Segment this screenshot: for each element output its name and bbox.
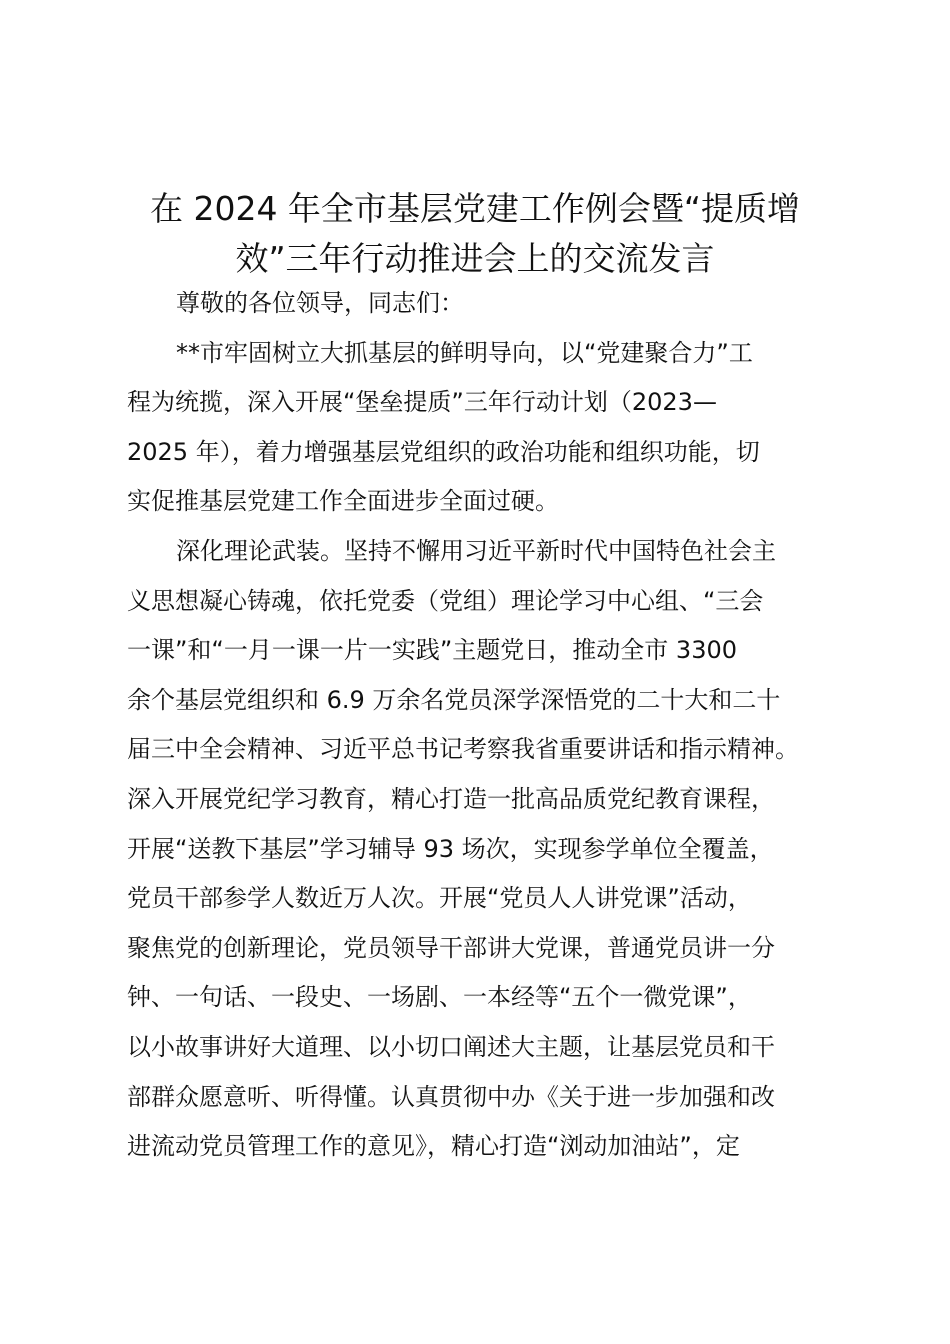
paragraph-line: 钟、一句话、一段史、一场剧、一本经等“五个一微党课”， bbox=[127, 983, 752, 1012]
paragraph-line: 程为统揽，深入开展“堡垒提质”三年行动计划（2023— bbox=[127, 388, 717, 417]
title-line: 效”三年行动推进会上的交流发言 bbox=[235, 239, 715, 278]
greeting: 尊敬的各位领导，同志们： bbox=[176, 289, 464, 317]
paragraph-line: 余个基层党组织和 6.9 万余名党员深学深悟党的二十大和二十 bbox=[127, 685, 781, 714]
paragraph-line: 一课”和“一月一课一片一实践”主题党日，推动全市 3300 bbox=[127, 636, 738, 665]
paragraph-line: 义思想凝心铸魂，依托党委（党组）理论学习中心组、“三会 bbox=[127, 586, 764, 615]
document-title bbox=[110, 184, 840, 284]
paragraph-line: 届三中全会精神、习近平总书记考察我省重要讲话和指示精神。 bbox=[127, 735, 799, 764]
paragraph-line: 部群众愿意听、听得懂。认真贯彻中办《关于进一步加强和改 bbox=[127, 1082, 775, 1111]
paragraph-line: 深入开展党纪学习教育，精心打造一批高品质党纪教育课程， bbox=[127, 784, 775, 813]
paragraph-line: 党员干部参学人数近万人次。开展“党员人人讲党课”活动， bbox=[127, 884, 752, 913]
paragraph-line: 实促推基层党建工作全面进步全面过硬。 bbox=[127, 487, 559, 516]
paragraph-line: 开展“送教下基层”学习辅导 93 场次，实现参学单位全覆盖， bbox=[127, 834, 774, 863]
paragraph-line: 以小故事讲好大道理、以小切口阐述大主题，让基层党员和干 bbox=[127, 1032, 775, 1061]
paragraph-line: 聚焦党的创新理论，党员领导干部讲大党课，普通党员讲一分 bbox=[127, 933, 775, 962]
paragraph-line: **市牢固树立大抓基层的鲜明导向，以“党建聚合力”工 bbox=[176, 338, 753, 367]
paragraph-line: 进流动党员管理工作的意见》，精心打造“浏动加油站”，定 bbox=[127, 1132, 740, 1161]
paragraph-line: 深化理论武装。坚持不懈用习近平新时代中国特色社会主 bbox=[176, 536, 776, 565]
title-line: 在 2024 年全市基层党建工作例会暨“提质增 bbox=[149, 189, 801, 228]
paragraph-line: 2025 年），着力增强基层党组织的政治功能和组织功能，切 bbox=[127, 437, 760, 466]
document-body bbox=[127, 279, 835, 1172]
